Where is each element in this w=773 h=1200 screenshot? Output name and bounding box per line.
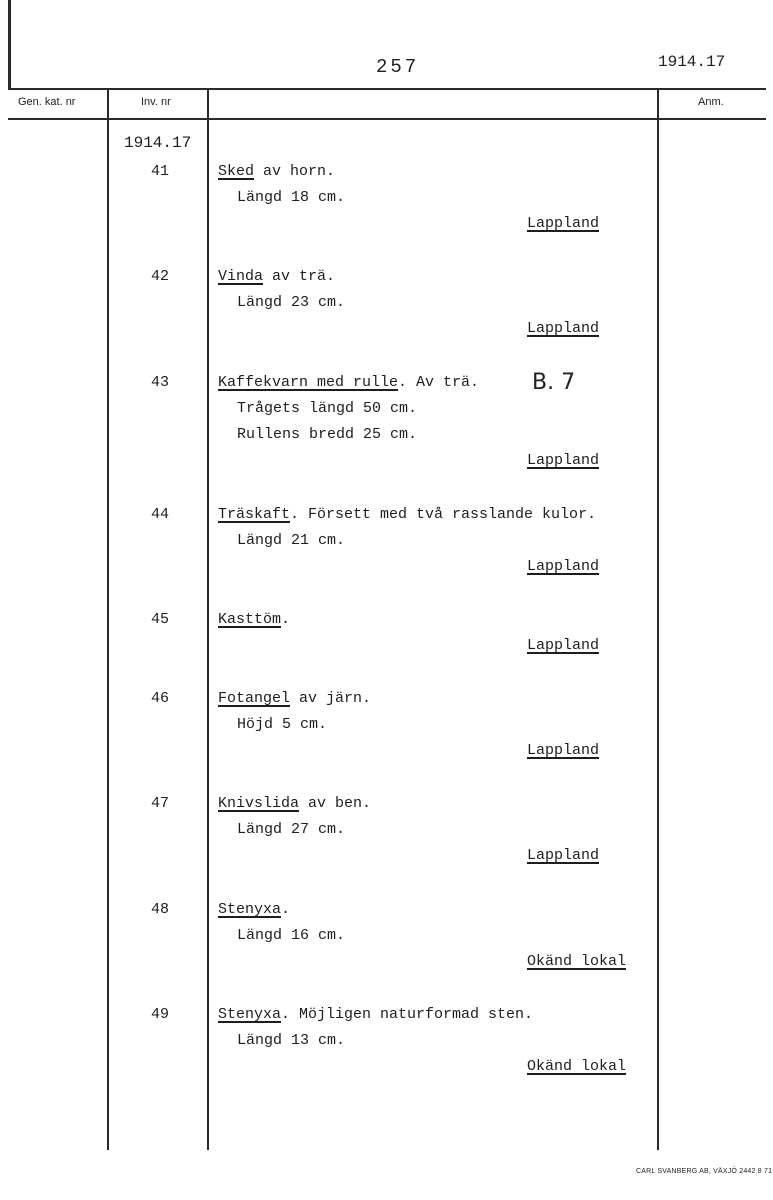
entry-place: Lappland — [527, 215, 600, 232]
entry-number: 41 — [151, 163, 170, 180]
entry-name: Knivslida — [218, 795, 300, 812]
entry-name: Kaffekvarn med rulle — [218, 374, 399, 391]
header-top-rule — [8, 88, 766, 90]
entry-desc: av järn. — [290, 690, 372, 707]
entry-measure: Höjd 5 cm. — [237, 716, 328, 733]
entry-place: Okänd lokal — [527, 953, 627, 970]
entry-measure: Längd 13 cm. — [237, 1032, 346, 1049]
entry-name: Träskaft — [218, 506, 291, 523]
entry-desc: av trä. — [263, 268, 336, 285]
entry-name: Stenyxa — [218, 1006, 282, 1023]
column-divider-gen-inv — [107, 88, 109, 1150]
entry-measure: Längd 21 cm. — [237, 532, 346, 549]
entry-name: Kasttöm — [218, 611, 282, 628]
entry-name: Stenyxa — [218, 901, 282, 918]
entry-name: Sked — [218, 163, 255, 180]
entry-name: Fotangel — [218, 690, 291, 707]
handwritten-note: B. 7 — [532, 370, 576, 395]
entry-number: 44 — [151, 506, 170, 523]
entry-desc: av ben. — [299, 795, 372, 812]
page-number: 257 — [376, 56, 420, 78]
entry-measure: Längd 23 cm. — [237, 294, 346, 311]
entry-name: Vinda — [218, 268, 264, 285]
column-header-gen-kat-nr: Gen. kat. nr — [18, 96, 76, 108]
entry-measure: Längd 27 cm. — [237, 821, 346, 838]
entry-title — [218, 611, 290, 629]
entry-number: 45 — [151, 611, 170, 628]
entry-number: 43 — [151, 374, 170, 391]
entry-desc: . Möjligen naturformad sten. — [281, 1006, 534, 1023]
entry-number: 49 — [151, 1006, 170, 1023]
year-label: 1914.17 — [124, 134, 192, 152]
entry-number: 42 — [151, 268, 170, 285]
entry-title — [218, 795, 371, 813]
column-divider-desc-anm — [657, 88, 659, 1150]
entry-title — [218, 1006, 533, 1024]
header-bottom-rule — [8, 118, 766, 120]
entry-desc: . Försett med två rasslande kulor. — [290, 506, 597, 523]
entry-title — [218, 268, 335, 286]
entry-title — [218, 163, 335, 181]
entry-place: Lappland — [527, 637, 600, 654]
entry-number: 46 — [151, 690, 170, 707]
column-header-inv-nr: Inv. nr — [141, 96, 171, 108]
entry-desc: . — [281, 611, 291, 628]
entry-measure: Längd 16 cm. — [237, 927, 346, 944]
entry-number: 47 — [151, 795, 170, 812]
entry-desc: av horn. — [254, 163, 336, 180]
entry-title — [218, 901, 290, 919]
entry-place: Lappland — [527, 558, 600, 575]
entry-place: Okänd lokal — [527, 1058, 627, 1075]
left-margin-rule — [8, 0, 11, 90]
entry-place: Lappland — [527, 742, 600, 759]
entry-measure: Trågets längd 50 cm. — [237, 400, 418, 417]
column-header-anm: Anm. — [698, 96, 724, 108]
entry-number: 48 — [151, 901, 170, 918]
entry-measure: Rullens bredd 25 cm. — [237, 426, 418, 443]
entry-place: Lappland — [527, 452, 600, 469]
header-catalog-number: 1914.17 — [658, 53, 726, 71]
entry-desc: . — [281, 901, 291, 918]
entry-title — [218, 506, 596, 524]
entry-title — [218, 690, 371, 708]
entry-place: Lappland — [527, 320, 600, 337]
entry-measure: Längd 18 cm. — [237, 189, 346, 206]
printer-imprint: CARL SVANBERG AB, VÄXJÖ 2442 8 71 — [636, 1168, 773, 1175]
entry-place: Lappland — [527, 847, 600, 864]
entry-title — [218, 374, 479, 392]
entry-desc: . Av trä. — [398, 374, 480, 391]
column-divider-inv-desc — [207, 88, 209, 1150]
